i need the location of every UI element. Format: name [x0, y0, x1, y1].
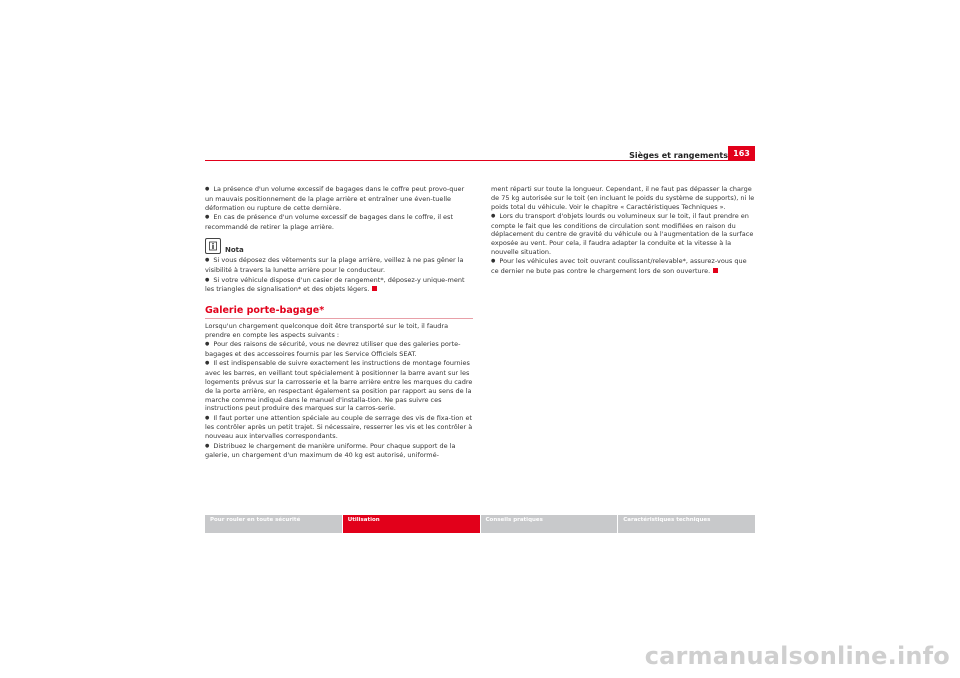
bullet-paragraph: ● Il faut porter une attention spéciale au couple de serrage des vis de fixa-tion et les contrôler après un petit trajet. Si nécessaire, resserrer les vis et les contrôler à nouveau aux intervalles correspondants. [205, 414, 473, 441]
section-heading: Galerie porte-bagage* [205, 305, 473, 319]
section-intro: Lorsqu'un chargement quelconque doit être transporté sur le toit, il faudra prendre en compte les aspects suivants : [205, 322, 449, 339]
footer-tab-practical-tips[interactable]: Conseils pratiques [481, 515, 618, 533]
continuation-paragraph: ment réparti sur toute la longueur. Cependant, il ne faut pas dépasser la charge de 75 kg autorisée sur le toit (en incluant le poids du système de supports), ni le poids total du véhicule. Voir le chapitre « Caractéristiques Techniques ». [491, 185, 755, 211]
right-column [491, 185, 756, 276]
end-of-section-mark [713, 268, 718, 273]
bullet-paragraph: ● Il est indispensable de suivre exactement les instructions de montage fournies avec les barres, en veillant tout spécialement à positionner la barre avant sur les logements prévus sur la carrosserie et la barre arrière entre les marques du cadre de la porte arrière, en respectant également sa position par rapport au sens de la marche comme indiqué dans le manuel d'installa-tion. Ne pas suivre ces instructions peut produire des marques sur la carros-serie. [205, 359, 473, 413]
bullet-paragraph: ● En cas de présence d'un volume excessif de bagages dans le coffre, il est recommandé de retirer la plage arrière. [205, 213, 473, 232]
bullet-paragraph [491, 257, 756, 276]
info-icon-glyph [208, 241, 218, 251]
end-of-section-mark [372, 286, 377, 291]
note-bullet [205, 276, 473, 295]
note-title: Nota [225, 245, 244, 254]
footer-tab-safety[interactable]: Pour rouler en toute sécurité [205, 515, 342, 533]
left-column [205, 185, 473, 461]
footer-nav [205, 515, 755, 533]
footer-tab-operation[interactable]: Utilisation [343, 515, 480, 533]
bullet-paragraph: ● Lors du transport d'objets lourds ou volumineux sur le toit, il faut prendre en compte le fait que les conditions de circulation sont modifiées en raison du déplacement du centre de gravité du véhicule ou à l'augmentation de la surface exposée au vent. Pour cela, il faudra adapter la conduite et la vitesse à la nouvelle situation. [491, 212, 756, 257]
bullet-paragraph: ● Distribuez le chargement de manière uniforme. Pour chaque support de la galerie, un chargement d'un maximum de 40 kg est autorisé, uniformé- [205, 442, 473, 461]
note-bullet: ● Si vous déposez des vêtements sur la plage arrière, veillez à ne pas gêner la visibilité à travers la lunette arrière pour le conducteur. [205, 256, 473, 275]
info-icon [205, 238, 221, 254]
note-bullet-text: Si votre véhicule dispose d'un casier de rangement*, déposez-y unique-ment les triangles de signalisation* et des objets légers. [205, 275, 465, 294]
page-number: 163 [728, 146, 755, 161]
page-header-title: Sièges et rangements [629, 151, 728, 160]
bullet-paragraph: ● Pour des raisons de sécurité, vous ne devrez utiliser que des galeries porte-bagages et des accessoires fournis par les Service Officiels SEAT. [205, 340, 473, 359]
bullet-paragraph: ● La présence d'un volume excessif de bagages dans le coffre peut provo-quer un mauvais positionnement de la plage arrière et entraîner une éven-tuelle déformation ou rupture de cette dernière. [205, 185, 473, 212]
watermark: carmanualsonline.info [644, 642, 950, 670]
note-header [205, 238, 473, 254]
footer-tab-technical-specs[interactable]: Caractéristiques techniques [618, 515, 755, 533]
bullet-text: Pour les véhicules avec toit ouvrant coulissant/relevable*, assurez-vous que ce dernier ne bute pas contre le chargement lors de son ouverture. [491, 257, 747, 276]
